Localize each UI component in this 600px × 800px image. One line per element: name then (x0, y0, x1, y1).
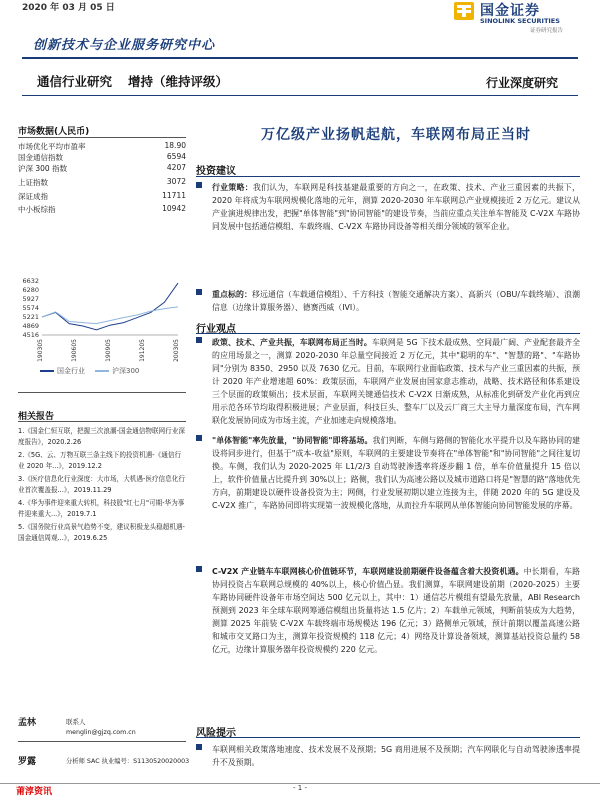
paragraph-lead: "单体智能"率先放量，"协同智能"即将基场。 (212, 436, 373, 445)
related-report-link[interactable]: 5.《国务院行业高景气趋势不变，建议积极龙头稳超机遇-国金通信周观...》，2019.6.25 (18, 523, 185, 542)
market-row (18, 177, 186, 188)
market-row-value: 11711 (162, 191, 186, 200)
y-tick-label: 5221 (22, 313, 39, 322)
market-row-label: 深证成指 (18, 192, 48, 201)
page-number: - 1 - (293, 784, 307, 792)
header-divider (22, 57, 578, 59)
related-report-link[interactable]: 2.《5G、云、万物互联三条主线下的投资机遇-《通信行业 2020 年...》，2019.12.2 (18, 451, 182, 470)
analyst-divider (18, 741, 186, 742)
y-tick-label: 4516 (22, 331, 39, 339)
market-row-value: 10942 (162, 204, 186, 213)
paragraph-strategy (196, 181, 580, 233)
paragraph-body (212, 565, 580, 656)
y-tick-label: 6632 (22, 277, 39, 285)
section-divider (196, 176, 580, 177)
paragraph-body (212, 434, 580, 512)
sinolink-logo-icon (452, 0, 476, 22)
paragraph-lead: C-V2X 产业链车车联网核心价值链环节，车联网建设前期硬件设备蕴含着大投资机遇。 (212, 567, 524, 576)
bullet-icon (196, 435, 202, 441)
section-title-views: 行业观点 (196, 324, 236, 335)
section-divider (196, 333, 580, 334)
legend-swatch (95, 370, 109, 372)
market-data-title: 市场数据(人民币) (18, 127, 90, 137)
market-row-label: 中小板综指 (18, 205, 56, 214)
rating-label: 增持（维持评级） (128, 74, 229, 89)
bullet-icon (196, 566, 202, 572)
paragraph-intelligence (196, 434, 580, 512)
market-row-value: 4207 (166, 163, 186, 172)
related-reports-title: 相关报告 (18, 412, 55, 422)
paragraph-text: 我们判断，车侧与路侧的智能化水平提升以及车路协同的建设将同步进行，但基于"成本-收益"原则，车联网的主要建设节奏将在"单体智能"和"协同智能"之间往复切换。车侧，我们认为 2020-2025 年 L1/2/3 自动驾驶渗透率将逐步翻 1 倍，单车价值量提升 15 倍以上，软件价值量占比提升到 30%以上；路侧，我们认为高速公路以及城市道路口将是"智慧的路"落地优先方向，前期建设以硬件设备投资为主；网侧，行业发展初期以建立连接为主，伴随 2020 年的 5G 建设及 C-V2X 推广，车路协同即将实现第一波规模化落地，从而拉升车联网从单体智能向协同智能发展的序幕。 (212, 436, 580, 510)
section-divider (196, 737, 580, 738)
analyst-email-link[interactable]: menglin@gjzq.com.cn (66, 729, 136, 736)
report-date: 2020 年 03 月 05 日 (22, 3, 115, 13)
paragraph-key-stocks (196, 288, 580, 314)
paragraph-risk (196, 743, 580, 769)
section-title-risk: 风险提示 (196, 728, 236, 739)
legend-label: 国金行业 (57, 367, 85, 375)
analyst-name: 孟林 (18, 718, 37, 728)
market-row (18, 163, 186, 174)
series-line (42, 283, 178, 330)
report-title: 万亿级产业扬帆起航，车联网布局正当时 (261, 127, 531, 143)
legend-label: 沪深300 (112, 367, 140, 375)
x-tick-label: 190905 (105, 339, 112, 362)
brand-name-en: SINOLINK SECURITIES (480, 17, 560, 25)
y-tick-label: 6280 (22, 285, 39, 294)
chart-bottom-divider (18, 392, 186, 393)
paragraph-body (212, 288, 580, 314)
paragraph-lead: 行业策略： (212, 183, 253, 192)
paragraph-body (212, 336, 580, 427)
paragraph-text: 车联网是 5G 下技术最成熟、空间最广阔、产业配套最齐全的应用场景之一，测算 2020-2030 年总量空间接近 2 万亿元，其中"聪明的车"、"智慧的路"、"车路协同"分别为 8350、2950 以及 7630 亿元。目前，车联网行业面临政策、技术与产业三重因素的共振，预计 2020 年产业增速超 60%：政策层面，车联网产业发展由国家意志推动，战略、技术路径和体系建设三个层面的政策频出；技术层面，车联网关键通信技术 C-V2X 日渐成熟，从标准化到研发产业化再到应用示范各环节均取得积极进展；产业层面，科技巨头、整车厂以及云厂商三大主导力量深度布局，汽车网联化发展协同成为市场主流，产业加速走向规模落地。 (212, 338, 580, 425)
related-report-link[interactable]: 3.《医疗信息化行业深度：大市场，大机遇-医疗信息化行业首次覆盖报...》，2019.11.29 (18, 475, 185, 494)
paragraph-cv2x (196, 565, 580, 656)
paragraph-lead: 政策、技术、产业共振，车联网布局正当时。 (212, 338, 372, 347)
section-title-investment: 投资建议 (196, 166, 236, 177)
market-row-label: 国金通信指数 (18, 153, 63, 162)
market-row (18, 204, 186, 215)
paragraph-body (212, 181, 580, 233)
legend-item (95, 366, 139, 376)
paragraph-text: 中长期看，车路协同投资占车联网总规模的 40%以上，核心价值凸显。我们测算，车联网建设前期（2020-2025）主要车路协同硬件设备年市场空间达 500 亿元以上，其中：1）通信芯片模组有望最先放量，ABI Research 预测到 2023 年全球车联网筹通信模组出货量将达 1.5 亿片；2）车载单元领域，判断前装成为大趋势，测算 2025 年前装 C-V2X 车载终端市场规模达 196 亿元；3）路侧单元领域，预计前期以覆盖高速公路和城市交叉路口为主，测算年投资规模约 118 亿元；4）网络及计算设备领域，测算基站投资总量约 58 亿元，边缘计算服务器年投资规模约 220 亿元。 (212, 567, 580, 654)
market-row-value: 18.90 (164, 141, 186, 150)
legend-swatch (40, 370, 54, 372)
analyst-role: 联系人 (66, 718, 86, 726)
market-row (18, 152, 186, 163)
market-row (18, 141, 186, 152)
subheader-divider (22, 95, 578, 96)
paragraph-text: 我们认为，车联网是科技基建最重要的方向之一，在政策、技术、产业三重因素的共振下，2020 年将成为车联网规模化落地的元年，测算 2020-2030 年车联网总产业规模接近 2 万亿元。建议从产业演进规律出发，把握"单体智能"到"协同智能"的建设节奏，当前应重点关注单车智能及 C-V2X 车路协同发展中包括通信模组、车载终端、C-V2X 车路协同设备等相关细分领域的领军企业。 (212, 183, 580, 231)
paragraph-body: 车联网相关政策落地速度、技术发展不及预期；5G 商用进展不及预期；汽车网联化与自动驾驶渗透率提升不及预期。 (212, 745, 580, 767)
y-tick-label: 4869 (22, 321, 39, 330)
y-tick-label: 5927 (22, 294, 39, 303)
market-row-label: 沪深 300 指数 (18, 164, 68, 173)
report-type: 行业深度研究 (486, 76, 559, 90)
market-divider (18, 137, 186, 138)
related-report-link[interactable]: 1.《国金仁恒互联，把握三次浪潮-国金通信物联网行业深度报告》，2020.2.26 (18, 427, 185, 446)
x-tick-label: 200305 (173, 339, 180, 362)
industry-label: 通信行业研究 (37, 74, 113, 89)
y-tick-label: 5574 (22, 304, 39, 312)
bullet-icon (196, 744, 202, 750)
paragraph-text: 移远通信（车载通信模组）、千方科技（智能交通解决方案）、高新兴（OBU/车载终端）、浪潮信息（边缘计算服务器）、德赛西威（IVI）。 (212, 290, 580, 312)
market-row-value: 6594 (166, 152, 186, 161)
analyst-certificate: 分析师 SAC 执业编号：S1130520020003 (66, 758, 190, 765)
market-row-label: 市场优化平均市盈率 (18, 142, 86, 151)
market-row-value: 3072 (166, 177, 186, 186)
brand-subtitle: 证券研究报告 (530, 28, 564, 34)
paragraph-lead: 重点标的： (212, 290, 252, 299)
market-row (18, 191, 186, 202)
analyst-name: 罗露 (18, 757, 37, 767)
x-tick-label: 191205 (139, 339, 146, 362)
bullet-icon (196, 337, 202, 343)
bullet-icon (196, 289, 202, 295)
bullet-icon (196, 182, 202, 188)
legend-item (40, 366, 85, 376)
related-divider (18, 421, 186, 422)
brand-name-cn: 国金证券 (480, 3, 540, 19)
paragraph-policy (196, 336, 580, 427)
x-tick-label: 190305 (37, 339, 44, 362)
footer-brand: 莆淳资讯 (16, 787, 53, 797)
x-tick-label: 190605 (71, 339, 78, 362)
market-row-label: 上证指数 (18, 178, 48, 187)
related-report-link[interactable]: 4.《华为事件迎来重大转机，科技股"红七月"可期-华为事件迎来重大...》，2019.7.1 (18, 499, 185, 518)
chart-legend (40, 366, 139, 376)
series-line (42, 307, 178, 324)
research-center-slogan: 创新技术与企业服务研究中心 (33, 38, 216, 53)
